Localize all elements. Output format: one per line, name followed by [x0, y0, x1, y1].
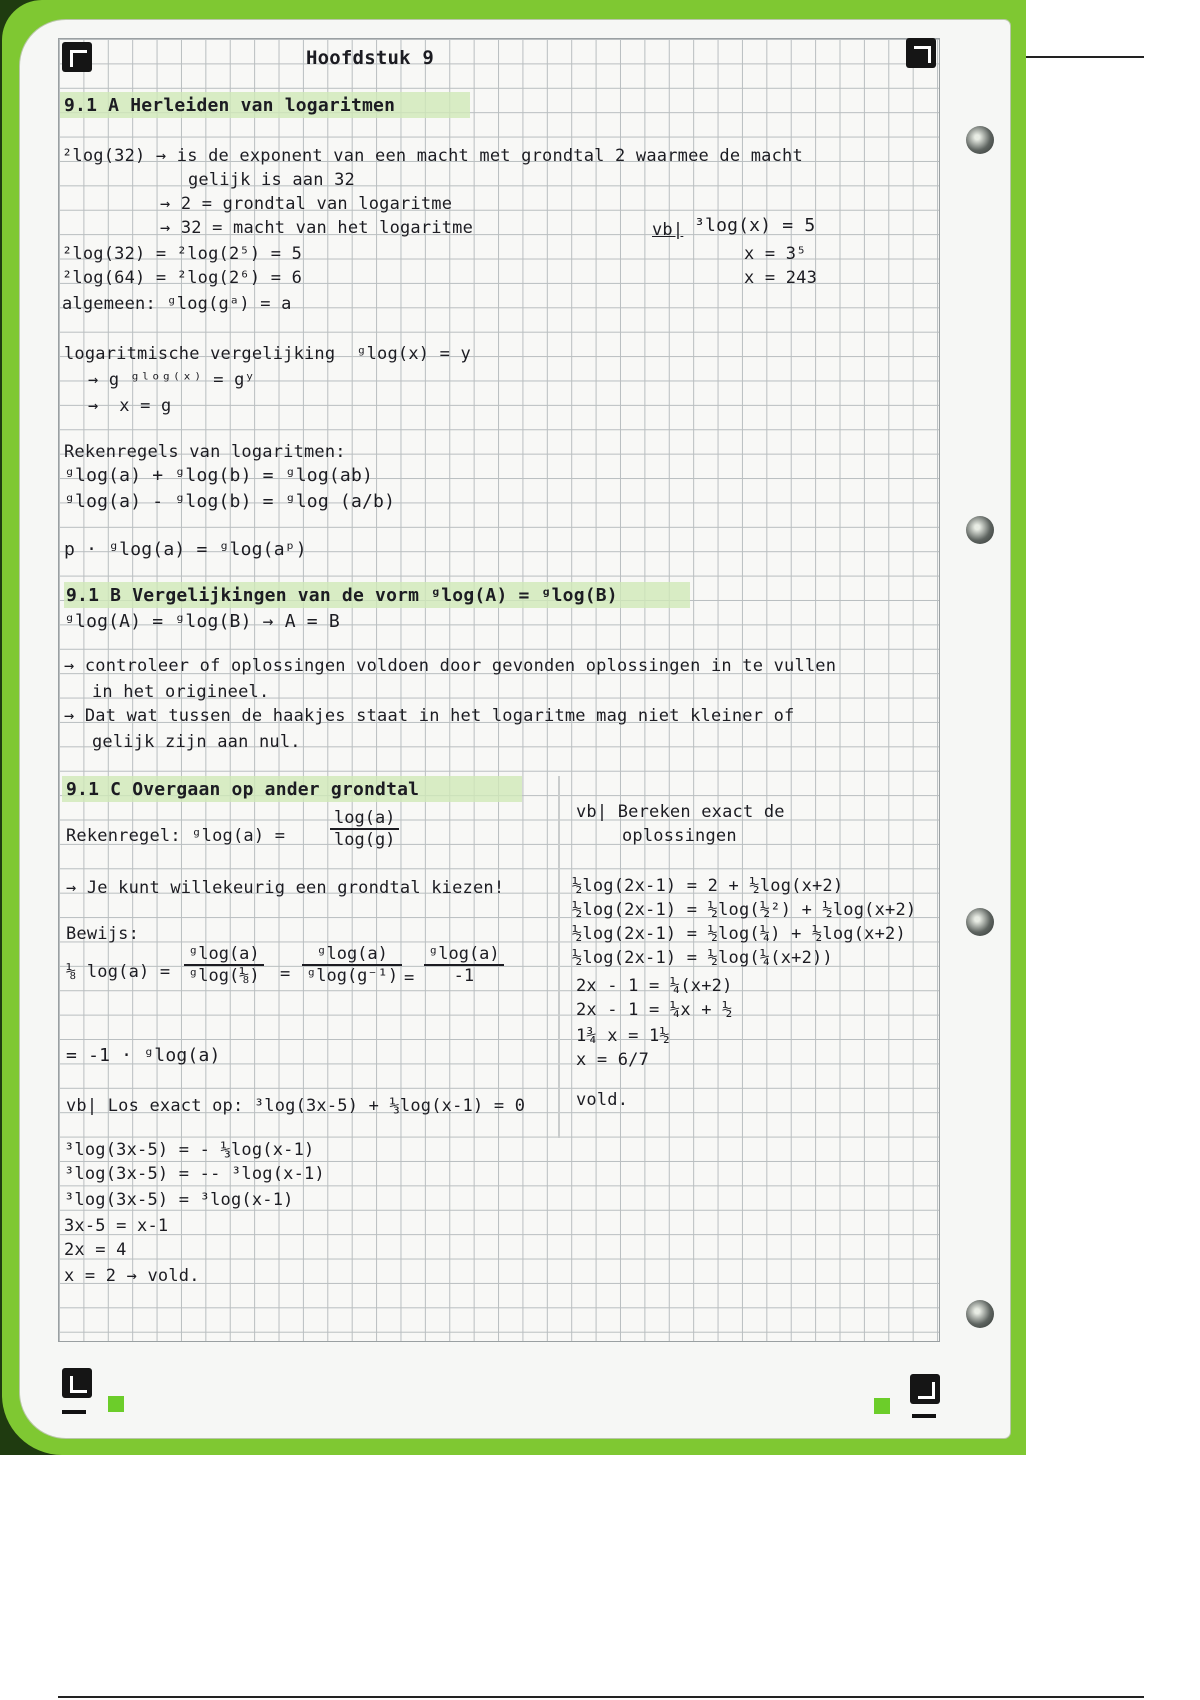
text-line: ²log(32) → is de exponent van een macht met grondtal 2 waarmee de macht [62, 146, 803, 166]
example-line: ³log(3x-5) = -- ³log(x-1) [64, 1164, 325, 1184]
corner-marker-top-left-icon [62, 42, 92, 72]
example-line: x = 243 [744, 268, 818, 288]
text-line: → 32 = macht van het logaritme [160, 218, 474, 238]
rule-line: p · ᵍlog(a) = ᵍlog(aᵖ) [64, 539, 307, 560]
proof-line: = -1 · ᵍlog(a) [66, 1045, 221, 1066]
example-line: ½log(2x-1) = ½log(¼(x+2)) [572, 948, 833, 968]
rule-line: ᵍlog(a) + ᵍlog(b) = ᵍlog(ab) [64, 465, 374, 486]
punch-hole-icon [966, 908, 994, 936]
text-line: logaritmische vergelijking ᵍlog(x) = y [64, 344, 471, 364]
rules-heading: Rekenregels van logaritmen: [64, 442, 346, 462]
example-line: 2x - 1 = ¼x + ½ [576, 1000, 733, 1020]
example-line: x = 6/7 [576, 1050, 650, 1070]
text-line: ²log(64) = ²log(2⁶) = 6 [62, 268, 303, 288]
fraction-numerator: ᵍlog(a) [302, 944, 402, 966]
proof-fraction [424, 944, 504, 986]
fraction-denominator: -1 [453, 966, 475, 986]
corner-marker-top-right-icon [906, 38, 936, 68]
proof-fraction [302, 944, 402, 986]
punch-hole-icon [966, 126, 994, 154]
text-line: → Dat wat tussen de haakjes staat in het logaritme mag niet kleiner of [64, 706, 795, 726]
equals-sign: = [280, 964, 291, 984]
text-line: → g ᵍˡᵒᵍ⁽ˣ⁾ = gʸ [88, 370, 255, 390]
page-rule-bottom [58, 1696, 1144, 1698]
rule-fraction [330, 808, 399, 850]
equals-sign: = [404, 968, 415, 988]
text-line: in het origineel. [92, 682, 270, 702]
example-line: ½log(2x-1) = 2 + ½log(x+2) [572, 876, 844, 896]
example-line: 2x - 1 = ¼(x+2) [576, 976, 733, 996]
example-line: ½log(2x-1) = ½log(¼) + ½log(x+2) [572, 924, 906, 944]
green-square-marker-icon [874, 1398, 890, 1414]
example-line: 3x-5 = x-1 [64, 1216, 169, 1236]
dash-marker [62, 1410, 86, 1414]
fraction-numerator: ᵍlog(a) [424, 944, 504, 966]
corner-marker-bottom-right-icon [910, 1374, 940, 1404]
text-line: → controleer of oplossingen voldoen door gevonden oplossingen in te vullen [64, 656, 837, 676]
text-line: algemeen: ᵍlog(gᵃ) = a [62, 294, 292, 314]
fraction-numerator: ᵍlog(a) [184, 944, 264, 966]
example-title: vb| Los exact op: ³log(3x-5) + ⅓log(x-1) = 0 [66, 1096, 526, 1116]
example-box-title: vb| Bereken exact de [576, 802, 785, 822]
example-line: 2x = 4 [64, 1240, 127, 1260]
text-line: ²log(32) = ²log(2⁵) = 5 [62, 244, 303, 264]
example-line: ³log(3x-5) = - ⅓log(x-1) [64, 1140, 315, 1160]
example-line: ³log(x) = 5 [694, 215, 816, 236]
example-line: vold. [576, 1090, 629, 1110]
text-line: gelijk zijn aan nul. [92, 732, 301, 752]
example-label: vb| [652, 220, 684, 240]
text-line: ᵍlog(A) = ᵍlog(B) → A = B [64, 611, 340, 632]
dash-marker [912, 1414, 936, 1418]
text-line: → Je kunt willekeurig een grondtal kiezen! [66, 878, 505, 898]
example-line: ³log(3x-5) = ³log(x-1) [64, 1190, 294, 1210]
section-a-heading: 9.1 A Herleiden van logaritmen [64, 95, 396, 116]
proof-label: Bewijs: [66, 924, 140, 944]
fraction-denominator: log(g) [334, 830, 396, 850]
example-line: x = 3⁵ [744, 244, 807, 264]
punch-hole-icon [966, 1300, 994, 1328]
fraction-numerator: log(a) [330, 808, 399, 830]
text-line: gelijk is aan 32 [188, 170, 355, 190]
punch-hole-icon [966, 516, 994, 544]
text-line: → 2 = grondtal van logaritme [160, 194, 453, 214]
text-line: → x = g [88, 396, 172, 416]
green-square-marker-icon [108, 1396, 124, 1412]
proof-line: ⅛ log(a) = [66, 962, 171, 982]
fraction-denominator: ᵍlog(g⁻¹) [306, 966, 399, 986]
example-line: ½log(2x-1) = ½log(½²) + ½log(x+2) [572, 900, 917, 920]
rule-label: Rekenregel: ᵍlog(a) = [66, 826, 286, 846]
rule-line: ᵍlog(a) - ᵍlog(b) = ᵍlog (a/b) [64, 491, 396, 512]
section-b-heading: 9.1 B Vergelijkingen van de vorm ᵍlog(A) = ᵍlog(B) [66, 585, 618, 606]
proof-fraction [184, 944, 264, 986]
example-line: 1¾ x = 1½ [576, 1026, 670, 1046]
example-box-title: oplossingen [622, 826, 737, 846]
example-line: x = 2 → vold. [64, 1266, 200, 1286]
page-title: Hoofdstuk 9 [306, 47, 435, 69]
fraction-denominator: ᵍlog(⅛) [188, 966, 260, 986]
section-c-heading: 9.1 C Overgaan op ander grondtal [66, 779, 420, 800]
corner-marker-bottom-left-icon [62, 1368, 92, 1398]
page-rule-top [1026, 56, 1144, 58]
